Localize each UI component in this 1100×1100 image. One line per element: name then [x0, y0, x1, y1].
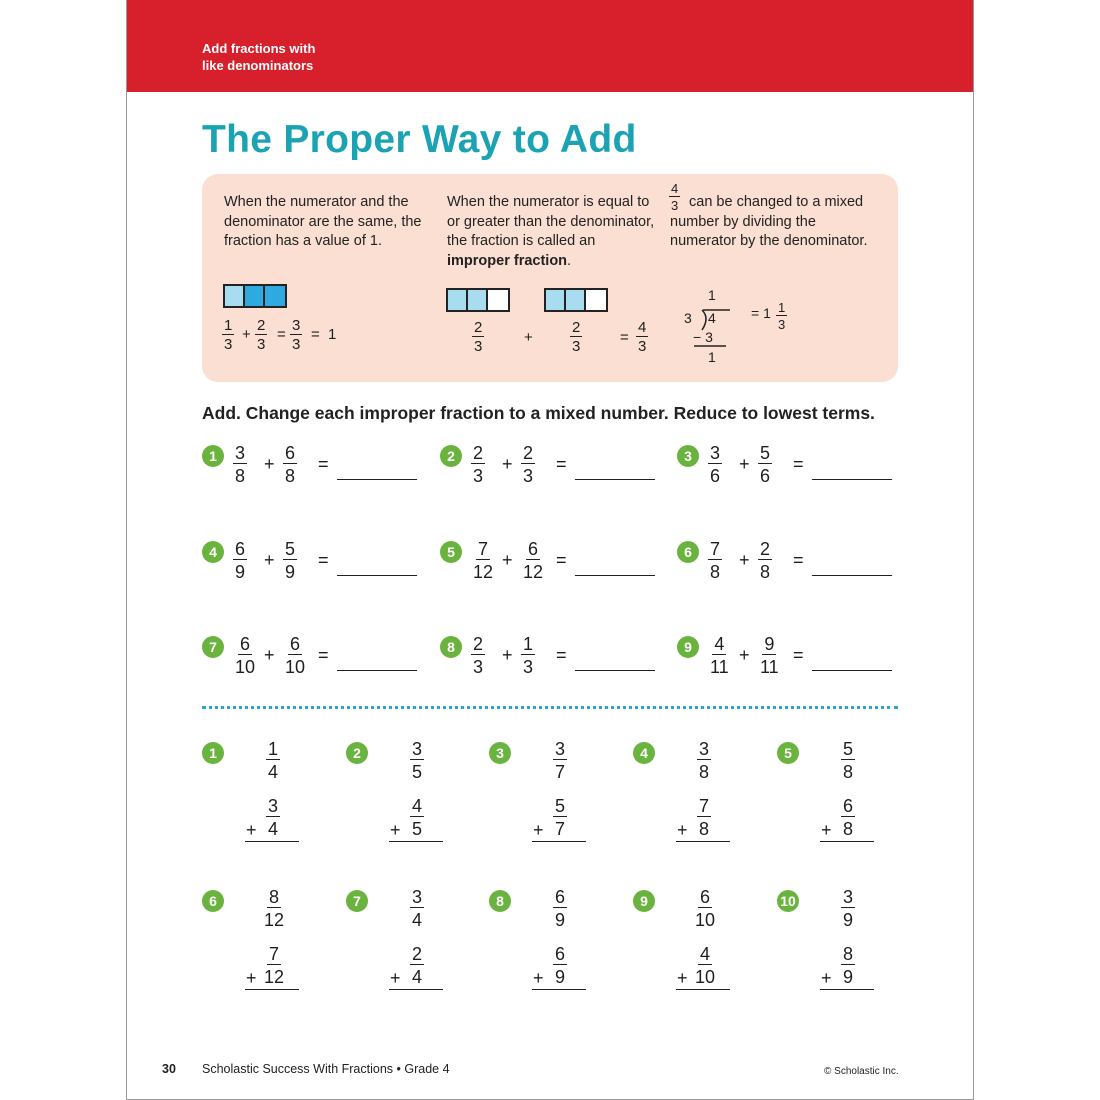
addend-2: $\frac{5}{6}$ [760, 443, 771, 486]
page-title: The Proper Way to Add [202, 118, 637, 161]
addend-1: $\frac{2}{3}$ [473, 443, 484, 486]
example1-equals: = [277, 326, 286, 343]
problem-number-badge: 1 [202, 445, 224, 467]
plus-sign: + [264, 645, 275, 665]
example1-fraction-a: $\frac{1}{3}$ [224, 317, 233, 353]
addend-2: $\frac{6}{8}$ [842, 796, 853, 839]
col2-text-end: . [567, 252, 572, 269]
answer-blank[interactable] [812, 575, 892, 576]
equals-sign: = [556, 645, 567, 665]
sum-line [245, 989, 299, 990]
example1-fraction-c: $\frac{3}{3}$ [292, 317, 301, 353]
col3-lead-fraction: $\frac{4}{3}$ [671, 181, 679, 213]
plus-sign: + [677, 820, 688, 840]
plus-sign: + [502, 645, 513, 665]
problem-number-badge: 2 [346, 742, 368, 764]
addend-1: $\frac{7}{12}$ [473, 539, 494, 582]
sum-line [676, 989, 730, 990]
addend-2: $\frac{8}{9}$ [842, 944, 853, 987]
col3-text: can be changed to a mixed number by dividing the numerator by the denominator. [670, 194, 868, 249]
answer-blank[interactable] [812, 479, 892, 480]
instructions: Add. Change each improper fraction to a mixed number. Reduce to lowest terms. [202, 403, 875, 423]
problem-number-badge: 7 [346, 890, 368, 912]
example2-fraction-c: $\frac{4}{3}$ [638, 319, 647, 355]
problem-number-badge: 4 [633, 742, 655, 764]
addend-1: $\frac{6}{10}$ [695, 887, 716, 930]
plus-sign: + [390, 968, 401, 988]
strip-cell-3 [265, 286, 285, 306]
plus-sign: + [502, 454, 513, 474]
plus-sign: + [739, 645, 750, 665]
problem-number-badge: 5 [777, 742, 799, 764]
example2-equals: = [620, 329, 629, 346]
addend-2: $\frac{9}{11}$ [760, 634, 779, 677]
strip-cell-2 [566, 290, 586, 310]
problem-number-badge: 8 [489, 890, 511, 912]
sum-line [532, 989, 586, 990]
problem-number-badge: 7 [202, 636, 224, 658]
plus-sign: + [821, 968, 832, 988]
sum-line [820, 989, 874, 990]
dotted-divider [202, 706, 898, 709]
col2-text [447, 193, 659, 271]
equals-sign: = [318, 550, 329, 570]
example1-plus: + [242, 326, 251, 343]
division-subtract: − 3 [693, 329, 713, 345]
addend-2: $\frac{4}{5}$ [411, 796, 422, 839]
plus-sign: + [533, 968, 544, 988]
plus-sign: + [390, 820, 401, 840]
strip-cell-3 [586, 290, 606, 310]
topic-label [202, 40, 315, 74]
addend-2: $\frac{5}{9}$ [285, 539, 296, 582]
addend-2: $\frac{5}{7}$ [554, 796, 565, 839]
problem-number-badge: 5 [440, 541, 462, 563]
equals-sign: = [793, 645, 804, 665]
problem-number-badge: 3 [489, 742, 511, 764]
strip-cell-2 [468, 290, 488, 310]
addend-2: $\frac{7}{12}$ [264, 944, 285, 987]
example2-fraction-b: $\frac{2}{3}$ [572, 319, 581, 355]
addend-1: $\frac{1}{4}$ [267, 739, 278, 782]
fraction-strip-2 [446, 288, 510, 312]
addend-1: $\frac{7}{8}$ [710, 539, 721, 582]
addend-2: $\frac{2}{3}$ [523, 443, 534, 486]
col2-text-start: When the numerator is equal to or greater than the denominator, the fraction is called an [447, 194, 655, 249]
top-banner [127, 0, 973, 92]
strip-cell-2 [245, 286, 265, 306]
answer-blank[interactable] [812, 670, 892, 671]
sum-line [820, 841, 874, 842]
sum-line [532, 841, 586, 842]
problem-number-badge: 1 [202, 742, 224, 764]
strip-cell-1 [225, 286, 245, 306]
plus-sign: + [739, 550, 750, 570]
addend-2: $\frac{6}{9}$ [554, 944, 565, 987]
sum-line [676, 841, 730, 842]
book-title: Scholastic Success With Fractions • Grade 4 [202, 1062, 450, 1076]
example1-fraction-b: $\frac{2}{3}$ [257, 317, 266, 353]
addend-1: $\frac{3}{9}$ [842, 887, 853, 930]
problem-number-badge: 9 [677, 636, 699, 658]
problem-number-badge: 8 [440, 636, 462, 658]
addend-1: $\frac{3}{4}$ [411, 887, 422, 930]
improper-fraction-term: improper fraction [447, 252, 568, 269]
answer-blank[interactable] [575, 575, 655, 576]
division-quotient: 1 [708, 287, 716, 303]
addend-2: $\frac{6}{12}$ [523, 539, 544, 582]
plus-sign: + [739, 454, 750, 474]
sum-line [245, 841, 299, 842]
addend-2: $\frac{1}{3}$ [523, 634, 534, 677]
addend-1: $\frac{8}{12}$ [264, 887, 285, 930]
worksheet-page [126, 0, 974, 1100]
plus-sign: + [677, 968, 688, 988]
example1-result: 1 [328, 326, 337, 343]
problem-number-badge: 2 [440, 445, 462, 467]
addend-1: $\frac{3}{6}$ [710, 443, 721, 486]
equals-sign: = [556, 550, 567, 570]
addend-2: $\frac{2}{8}$ [760, 539, 771, 582]
addend-1: $\frac{6}{9}$ [235, 539, 246, 582]
strip-cell-1 [546, 290, 566, 310]
sum-line [389, 989, 443, 990]
plus-sign: + [246, 968, 257, 988]
plus-sign: + [264, 550, 275, 570]
equals-sign: = [793, 550, 804, 570]
addend-2: $\frac{2}{4}$ [411, 944, 422, 987]
problem-number-badge: 6 [202, 890, 224, 912]
example1-equals-2: = [311, 326, 320, 343]
mixed-number-equals: = 1 [751, 305, 771, 321]
problem-number-badge: 6 [677, 541, 699, 563]
problem-number-badge: 3 [677, 445, 699, 467]
problem-number-badge: 4 [202, 541, 224, 563]
fraction-strip-3 [544, 288, 608, 312]
addend-1: $\frac{3}{5}$ [411, 739, 422, 782]
addend-2: $\frac{3}{4}$ [267, 796, 278, 839]
strip-cell-1 [448, 290, 468, 310]
addend-2: $\frac{7}{8}$ [698, 796, 709, 839]
equals-sign: = [318, 645, 329, 665]
addend-1: $\frac{3}{8}$ [235, 443, 246, 486]
example2-plus: + [524, 329, 533, 346]
explanation-box [202, 174, 898, 382]
plus-sign: + [246, 820, 257, 840]
mixed-number-fraction: $\frac{1}{3}$ [778, 300, 786, 332]
example2-fraction-a: $\frac{2}{3}$ [474, 319, 483, 355]
addend-1: $\frac{4}{11}$ [710, 634, 729, 677]
equals-sign: = [318, 454, 329, 474]
topic-line-1: Add fractions with [202, 41, 316, 56]
copyright: © Scholastic Inc. [824, 1066, 899, 1077]
addend-2: $\frac{4}{10}$ [695, 944, 716, 987]
addend-1: $\frac{6}{10}$ [235, 634, 256, 677]
plus-sign: + [502, 550, 513, 570]
topic-line-2: like denominators [202, 58, 314, 73]
problem-number-badge: 9 [633, 890, 655, 912]
addend-2: $\frac{6}{10}$ [285, 634, 306, 677]
addend-1: $\frac{5}{8}$ [842, 739, 853, 782]
equals-sign: = [556, 454, 567, 474]
answer-blank[interactable] [337, 575, 417, 576]
addend-1: $\frac{3}{8}$ [698, 739, 709, 782]
division-remainder: 1 [708, 349, 716, 365]
page-number: 30 [162, 1062, 176, 1076]
problem-number-badge: 10 [777, 890, 799, 912]
division-dividend: 4 [708, 310, 716, 326]
addend-1: $\frac{6}{9}$ [554, 887, 565, 930]
fraction-strip-1 [223, 284, 287, 308]
addend-1: $\frac{3}{7}$ [554, 739, 565, 782]
col1-text: When the numerator and the denominator are the same, the fraction has a value of 1. [224, 194, 422, 249]
equals-sign: = [793, 454, 804, 474]
strip-cell-3 [488, 290, 508, 310]
plus-sign: + [264, 454, 275, 474]
answer-blank[interactable] [337, 479, 417, 480]
plus-sign: + [533, 820, 544, 840]
division-divisor: 3 [684, 310, 692, 326]
answer-blank[interactable] [575, 670, 655, 671]
addend-2: $\frac{6}{8}$ [285, 443, 296, 486]
sum-line [389, 841, 443, 842]
addend-1: $\frac{2}{3}$ [473, 634, 484, 677]
answer-blank[interactable] [337, 670, 417, 671]
plus-sign: + [821, 820, 832, 840]
answer-blank[interactable] [575, 479, 655, 480]
